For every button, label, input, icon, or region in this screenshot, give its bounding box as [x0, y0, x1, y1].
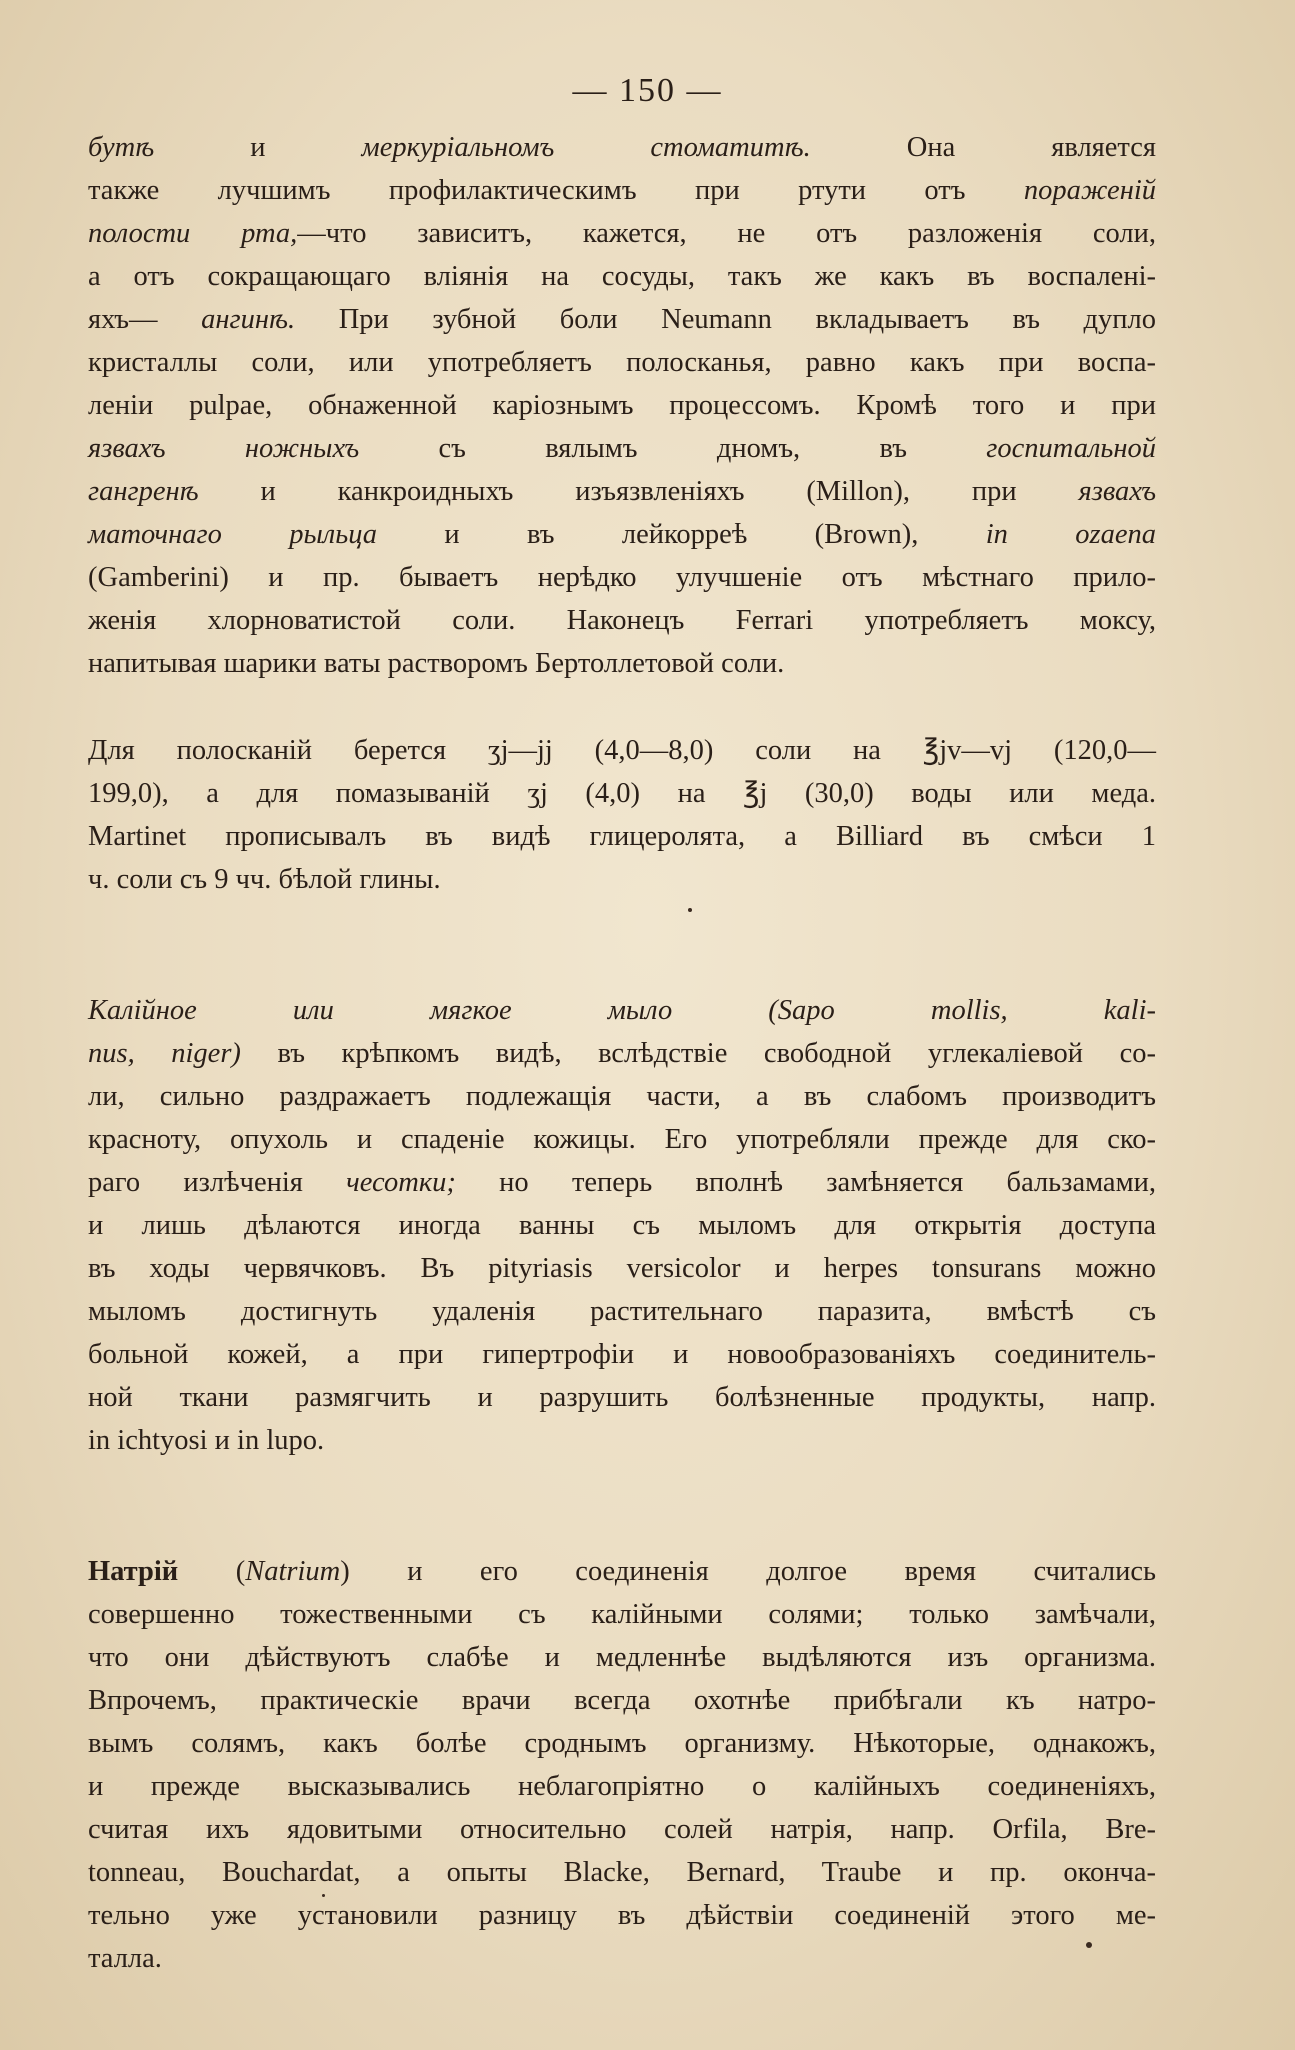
- text-run: больной кожей, а при гипертрофіи и новообразованіяхъ соединитель-: [88, 1339, 1156, 1370]
- text-line: [88, 427, 1156, 470]
- text-run: (: [178, 1556, 246, 1587]
- text-line: [88, 1808, 1156, 1851]
- italic-term: ангинѣ.: [201, 304, 296, 335]
- ink-speck: [322, 1894, 325, 1897]
- italic-term: Калійное или мягкое мыло (Sapo mollis, kali-: [88, 995, 1156, 1026]
- paragraph-gap: [88, 1506, 1156, 1550]
- text-run: tonneau, Bouchardat, а опыты Blacke, Bernard, Traube и пр. оконча-: [88, 1857, 1156, 1888]
- paragraph-dosage: [88, 729, 1156, 901]
- text-run: считая ихъ ядовитыми относительно солей натрія, напр. Orfila, Bre-: [88, 1814, 1156, 1845]
- text-line: [88, 341, 1156, 384]
- bold-term: Натрій: [88, 1556, 179, 1587]
- text-run: раго излѣченія: [88, 1167, 347, 1198]
- text-run: съ вялымъ дномъ, въ: [359, 433, 987, 464]
- text-line: [88, 642, 1156, 685]
- italic-term: гангренѣ: [88, 476, 199, 507]
- text-run: въ ходы червячковъ. Въ pityriasis versicolor и herpes tonsurans можно: [88, 1253, 1156, 1284]
- text-run: Martinet прописывалъ въ видѣ глицеролята, а Billiard въ смѣси 1: [88, 821, 1156, 852]
- text-run: и: [154, 132, 362, 163]
- paragraph-stomatitis: [88, 126, 1156, 685]
- text-line: [88, 1290, 1156, 1333]
- text-line: [88, 298, 1156, 341]
- text-run: Для полосканій берется ʒj—jj (4,0—8,0) соли на ℥jv—vj (120,0—: [88, 735, 1156, 766]
- text-run: также лучшимъ профилактическимъ при ртути отъ: [88, 175, 1024, 206]
- italic-term: бутѣ: [88, 132, 155, 163]
- text-line: [88, 1722, 1156, 1765]
- text-line: [88, 1765, 1156, 1808]
- text-line: [88, 513, 1156, 556]
- text-line: [88, 1894, 1156, 1937]
- text-run: кристаллы соли, или употребляетъ полосканья, равно какъ при воспа-: [88, 347, 1156, 378]
- paragraph-natrium: [88, 1550, 1156, 1980]
- text-run: и лишь дѣлаются иногда ванны съ мыломъ для открытія доступа: [88, 1210, 1156, 1241]
- text-line: [88, 599, 1156, 642]
- text-line: [88, 1636, 1156, 1679]
- text-run: а отъ сокращающаго вліянія на сосуды, такъ же какъ въ воспалені-: [88, 261, 1156, 292]
- text-line: [88, 1333, 1156, 1376]
- text-line: [88, 1204, 1156, 1247]
- text-line: [88, 1679, 1156, 1722]
- text-line: [88, 1851, 1156, 1894]
- text-line: [88, 255, 1156, 298]
- text-run: и прежде высказывались неблагопріятно о калійныхъ соединеніяхъ,: [88, 1771, 1156, 1802]
- text-line: [88, 384, 1156, 427]
- paragraph-gap: [88, 901, 1156, 945]
- text-line: [88, 126, 1156, 169]
- text-run: in ichtyosi и in lupo.: [88, 1425, 325, 1456]
- text-line: [88, 1032, 1156, 1075]
- text-run: леніи pulpae, обнаженной каріознымъ процессомъ. Кромѣ того и при: [88, 390, 1156, 421]
- text-run: совершенно тожественными съ калійными солями; только замѣчали,: [88, 1599, 1156, 1630]
- text-line: [88, 1161, 1156, 1204]
- text-run: ной ткани размягчить и разрушить болѣзненные продукты, напр.: [88, 1382, 1156, 1413]
- text-run: и въ лейкорреѣ (Brown),: [377, 519, 986, 550]
- text-line: [88, 1376, 1156, 1419]
- text-line: [88, 989, 1156, 1032]
- text-line: [88, 772, 1156, 815]
- italic-term: язвахъ: [1078, 476, 1156, 507]
- text-line: [88, 858, 1156, 901]
- ink-speck: [688, 908, 692, 912]
- text-run: красноту, опухоль и спаденіе кожицы. Его употребляли прежде для ско-: [88, 1124, 1156, 1155]
- paragraph-gap: [88, 945, 1156, 989]
- text-line: [88, 1937, 1156, 1980]
- text-line: [88, 1419, 1156, 1462]
- text-run: —что зависитъ, кажется, не отъ разложенія соли,: [297, 218, 1157, 249]
- text-run: ) и его соединенія долгое время считались: [340, 1556, 1157, 1587]
- text-run: талла.: [88, 1943, 162, 1974]
- text-line: [88, 815, 1156, 858]
- italic-term: пораженій: [1023, 175, 1156, 206]
- text-line: [88, 1593, 1156, 1636]
- text-run: но теперь вполнѣ замѣняется бальзамами,: [455, 1167, 1156, 1198]
- text-run: вымъ солямъ, какъ болѣе сроднымъ организму. Нѣкоторые, однакожъ,: [88, 1728, 1156, 1759]
- paragraph-gap: [88, 1462, 1156, 1506]
- italic-term: полости рта,: [88, 218, 298, 249]
- italic-term: маточнаго рыльца: [88, 519, 378, 550]
- italic-term: госпитальной: [986, 433, 1157, 464]
- text-run: женія хлорноватистой соли. Наконецъ Ferrari употребляетъ моксу,: [88, 605, 1156, 636]
- italic-term: язвахъ ножныхъ: [88, 433, 360, 464]
- text-run: ч. соли съ 9 чч. бѣлой глины.: [88, 864, 441, 895]
- text-line: [88, 556, 1156, 599]
- body-text: [88, 126, 1156, 1980]
- paragraph-gap: [88, 685, 1156, 729]
- text-line: [88, 1118, 1156, 1161]
- text-run: тельно уже установили разницу въ дѣйствіи соединеній этого ме-: [88, 1900, 1156, 1931]
- text-line: [88, 1075, 1156, 1118]
- text-line: [88, 1247, 1156, 1290]
- italic-term: nus, niger): [88, 1038, 241, 1069]
- text-run: ли, сильно раздражаетъ подлежащія части, а въ слабомъ производитъ: [88, 1081, 1156, 1112]
- text-line: [88, 470, 1156, 513]
- paragraph-soft-soap: [88, 989, 1156, 1462]
- text-run: яхъ—: [88, 304, 202, 335]
- text-run: 199,0), а для помазываній ʒj (4,0) на ℥j (30,0) воды или меда.: [88, 778, 1156, 809]
- text-line: [88, 212, 1156, 255]
- text-run: (Gamberini) и пр. бываетъ нерѣдко улучшеніе отъ мѣстнаго прило-: [88, 562, 1156, 593]
- italic-term: чесотки;: [346, 1167, 456, 1198]
- text-run: въ крѣпкомъ видѣ, вслѣдствіе свободной углекаліевой со-: [240, 1038, 1156, 1069]
- text-run: Впрочемъ, практическіе врачи всегда охотнѣе прибѣгали къ натро-: [88, 1685, 1156, 1716]
- ink-speck: [1086, 1942, 1092, 1948]
- text-run: напитывая шарики ваты растворомъ Бертоллетовой соли.: [88, 648, 785, 679]
- text-run: При зубной боли Neumann вкладываетъ въ дупло: [295, 304, 1156, 335]
- italic-term: Natrium: [245, 1556, 341, 1587]
- italic-term: меркуріальномъ стоматитѣ.: [361, 132, 811, 163]
- italic-term: in ozaena: [985, 519, 1156, 550]
- text-run: мыломъ достигнуть удаленія растительнаго паразита, вмѣстѣ съ: [88, 1296, 1156, 1327]
- text-line: [88, 729, 1156, 772]
- text-run: Она является: [810, 132, 1156, 163]
- text-run: что они дѣйствуютъ слабѣе и медленнѣе выдѣляются изъ организма.: [88, 1642, 1156, 1673]
- text-line: [88, 169, 1156, 212]
- text-run: и канкроидныхъ изъязвленіяхъ (Millon), при: [198, 476, 1079, 507]
- page-number: — 150 —: [572, 72, 723, 109]
- text-line: [88, 1550, 1156, 1593]
